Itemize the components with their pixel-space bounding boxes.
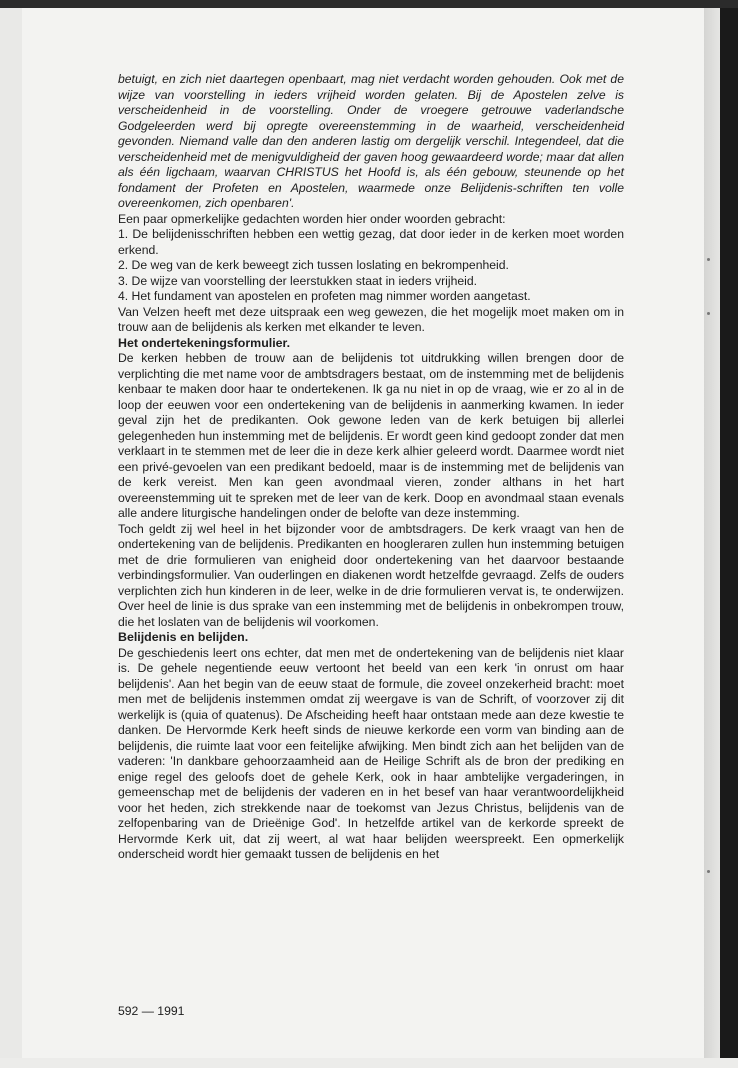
scan-border-bottom bbox=[0, 1058, 738, 1068]
page-edge bbox=[704, 8, 720, 1058]
numbered-point: 4. Het fundament van apostelen en profeten mag nimmer worden aangetast. bbox=[118, 289, 531, 303]
body-text bbox=[118, 72, 624, 863]
intro-line: Een paar opmerkelijke gedachten worden hier onder woorden gebracht: bbox=[118, 211, 506, 226]
scan-speck bbox=[707, 870, 710, 873]
section-paragraph: De kerken hebben de trouw aan de belijdenis tot uitdrukking willen brengen door de verplichting die met name voor de ambtsdragers bestaat, om de instemming met de belijdenis kenbaar te maken door haar te ondertekenen. Ik ga nu niet in op de vraag, wie er zo al in de loop der eeuwen voor een ondertekening van de belijdenis in aanmerking kwamen. In ieder geval zijn het de predikanten. Ook gewone leden van de kerk betuigen bij allerlei gelegenheden hun instemming met de belijdenis. Er wordt geen kind gedoopt zonder dat men verklaart in te stemmen met de leer die in deze kerk alhier geleerd wordt. Daarmee wordt niet een privé-gevoelen van een predikant bedoeld, maar is de instemming met de belijdenis van de kerk vereist. Men kan geen avondmaal vieren, zonder althans in het hart overeenstemming uit te spreken met de leer van de kerk. Doop en avondmaal staan evenals alle andere liturgische handelingen onder de belofte van deze instemming. bbox=[118, 351, 624, 520]
scan-border-right bbox=[720, 8, 738, 1058]
section-paragraph: De geschiedenis leert ons echter, dat men met de ondertekening van de belijdenis niet klaar is. De gehele negentiende eeuw vertoont het beeld van een kerk 'in onrust om haar belijdenis'. Aan het begin van de eeuw staat de formule, die zoveel onzekerheid bracht: moet men met de belijdenis instemmen omdat zij weergave is van de Schrift, of voorzover zij dit werkelijk is (quia of quatenus). De Afscheiding heeft haar ontstaan mede aan deze kwestie te danken. De Hervormde Kerk heeft sinds de nieuwe kerkorde een vorm van binding aan de belijdenis, die ruimte laat voor een feitelijke afwijking. Men bindt zich aan het belijden van de vaderen: 'In dankbare gehoorzaamheid aan de Heilige Schrift als de bron der prediking en enige regel des geloofs doet de gehele Kerk, ook in haar ambtelijke vergaderingen, in gemeenschap met de belijdenis der vaderen en in het besef van haar verantwoordelijkheid voor het heden, zich strekkende naar de toekomst van Jezus Christus, belijdenis van de zelfopenbaring van de Drieënige God'. In hetzelfde artikel van de kerkorde spreekt de Hervormde Kerk uit, dat zij weert, al wat haar belijden weerspreekt. Een opmerkelijk onderscheid wordt hier gemaakt tussen de belijdenis en het bbox=[118, 645, 624, 861]
section-heading-belijdenis: Belijdenis en belijden. bbox=[118, 630, 249, 644]
numbered-point: 2. De weg van de kerk beweegt zich tussen loslating en bekrompenheid. bbox=[118, 258, 509, 272]
closing-paragraph: Van Velzen heeft met deze uitspraak een weg gewezen, die het mogelijk moet maken om in trouw aan de belijdenis als kerken met elkander te leven. bbox=[118, 304, 624, 334]
numbered-point: 1. De belijdenisschriften hebben een wettig gezag, dat door ieder in de kerken moet worden erkend. bbox=[118, 227, 624, 257]
numbered-point: 3. De wijze van voorstelling der leerstukken staat in ieders vrijheid. bbox=[118, 273, 478, 288]
scan-border-top bbox=[0, 0, 738, 8]
section-heading-ondertekeningsformulier: Het ondertekeningsformulier. bbox=[118, 335, 291, 350]
scan-speck bbox=[707, 258, 710, 261]
quote-paragraph: betuigt, en zich niet daartegen openbaart, mag niet verdacht worden gehouden. Ook met de wijze van voorstelling in ieders vrijheid worden gelaten. Bij de Apostelen zelve is verscheidenheid in de voorstelling. Onder de vroegere getrouwe vaderlandsche Godgeleerden werd bij opregte overeenstemming in de waarheid, verscheidenheid gevonden. Niemand valle dan den anderen lastig om dergelijk verschil. Integendeel, dat die verscheidenheid met de menigvuldigheid der gaven hoog gewaardeerd worde; maar dat allen als één ligchaam, waarvan CHRISTUS het Hoofd is, als één gebouw, steunende op het fondament der Profeten en Apostelen, waarmede onze Belijdenis-schriften ten volle overeenkomen, zich openbaren'. bbox=[118, 72, 624, 210]
scan-speck bbox=[707, 312, 710, 315]
section-paragraph: Toch geldt zij wel heel in het bijzonder voor de ambtsdragers. De kerk vraagt van hen de ondertekening van de belijdenis. Predikanten en hoogleraren zullen hun instemming betuigen met de drie formulieren van enigheid door ondertekening van het daarvoor bestaande verbindingsformulier. Van ouderlingen en diakenen wordt hetzelfde gevraagd. Zelfs de ouders verplichten zich hun kinderen in de leer, welke in de drie formulieren vervat is, te onderwijzen. Over heel de linie is dus sprake van een instemming met de belijdenis in onbekrompen trouw, die het loslaten van de belijdenis wil voorkomen. bbox=[118, 521, 624, 629]
page-number: 592 — 1991 bbox=[118, 1004, 185, 1018]
